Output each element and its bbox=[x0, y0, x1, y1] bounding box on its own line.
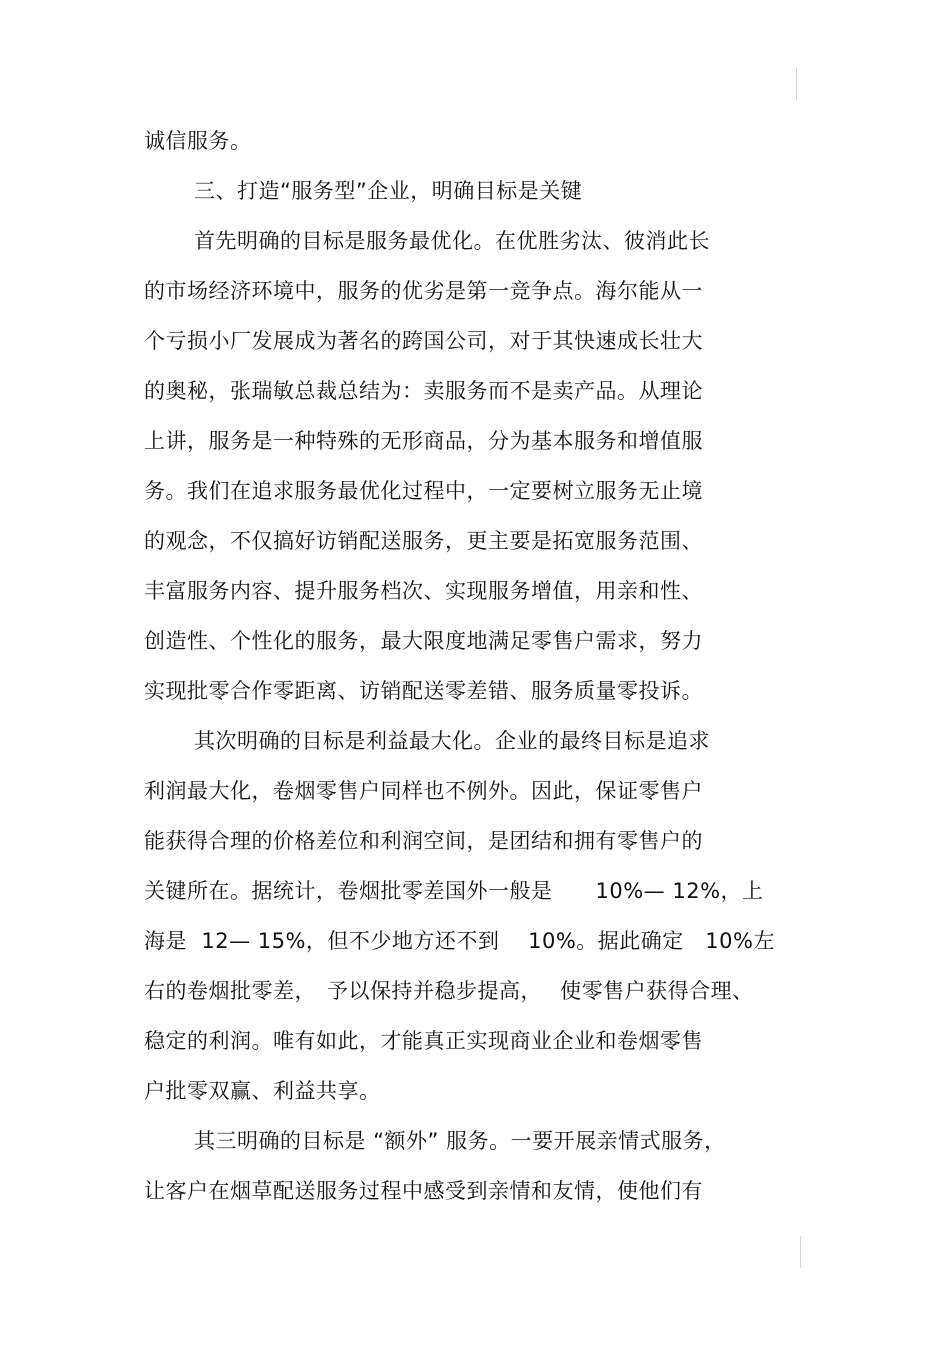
text-line: 户批零双赢、利益共享。 bbox=[144, 1079, 381, 1103]
page-corner-mark-bottom bbox=[800, 1236, 801, 1268]
paragraph-first-line: 其次明确的目标是利益最大化。企业的最终目标是追求 bbox=[194, 729, 710, 753]
text-line: 创造性、个性化的服务，最大限度地满足零售户需求，努力 bbox=[144, 629, 703, 653]
text-line: 让客户在烟草配送服务过程中感受到亲情和友情，使他们有 bbox=[144, 1179, 703, 1203]
page-corner-mark-top bbox=[796, 68, 797, 100]
text-line: 实现批零合作零距离、访销配送零差错、服务质量零投诉。 bbox=[144, 679, 703, 703]
text-line: 个亏损小厂发展成为著名的跨国公司，对于其快速成长壮大 bbox=[144, 329, 703, 353]
text-line: 关键所在。据统计，卷烟批零差国外一般是 10%— 12%，上 bbox=[144, 879, 764, 903]
text-line: 能获得合理的价格差位和利润空间，是团结和拥有零售户的 bbox=[144, 829, 703, 853]
text-line: 稳定的利润。唯有如此，才能真正实现商业企业和卷烟零售 bbox=[144, 1029, 703, 1053]
text-line: 务。我们在追求服务最优化过程中，一定要树立服务无止境 bbox=[144, 479, 703, 503]
text-line: 的奥秘，张瑞敏总裁总结为：卖服务而不是卖产品。从理论 bbox=[144, 379, 703, 403]
text-line: 的观念，不仅搞好访销配送服务，更主要是拓宽服务范围、 bbox=[144, 529, 703, 553]
paragraph-first-line: 其三明确的目标是 “额外” 服务。一要开展亲情式服务， bbox=[194, 1129, 726, 1153]
text-line: 上讲，服务是一种特殊的无形商品，分为基本服务和增值服 bbox=[144, 429, 703, 453]
text-line: 海是 12— 15%，但不少地方还不到 10%。据此确定 10%左 bbox=[144, 929, 775, 953]
text-line: 右的卷烟批零差， 予以保持并稳步提高， 使零售户获得合理、 bbox=[144, 979, 754, 1003]
text-line: 诚信服务。 bbox=[144, 129, 252, 153]
text-line: 利润最大化，卷烟零售户同样也不例外。因此，保证零售户 bbox=[144, 779, 703, 803]
text-line: 丰富服务内容、提升服务档次、实现服务增值，用亲和性、 bbox=[144, 579, 703, 603]
paragraph-first-line: 首先明确的目标是服务最优化。在优胜劣汰、彼消此长 bbox=[194, 229, 710, 253]
text-line: 的市场经济环境中，服务的优劣是第一竞争点。海尔能从一 bbox=[144, 279, 703, 303]
section-heading: 三、打造“服务型”企业，明确目标是关键 bbox=[194, 179, 583, 203]
